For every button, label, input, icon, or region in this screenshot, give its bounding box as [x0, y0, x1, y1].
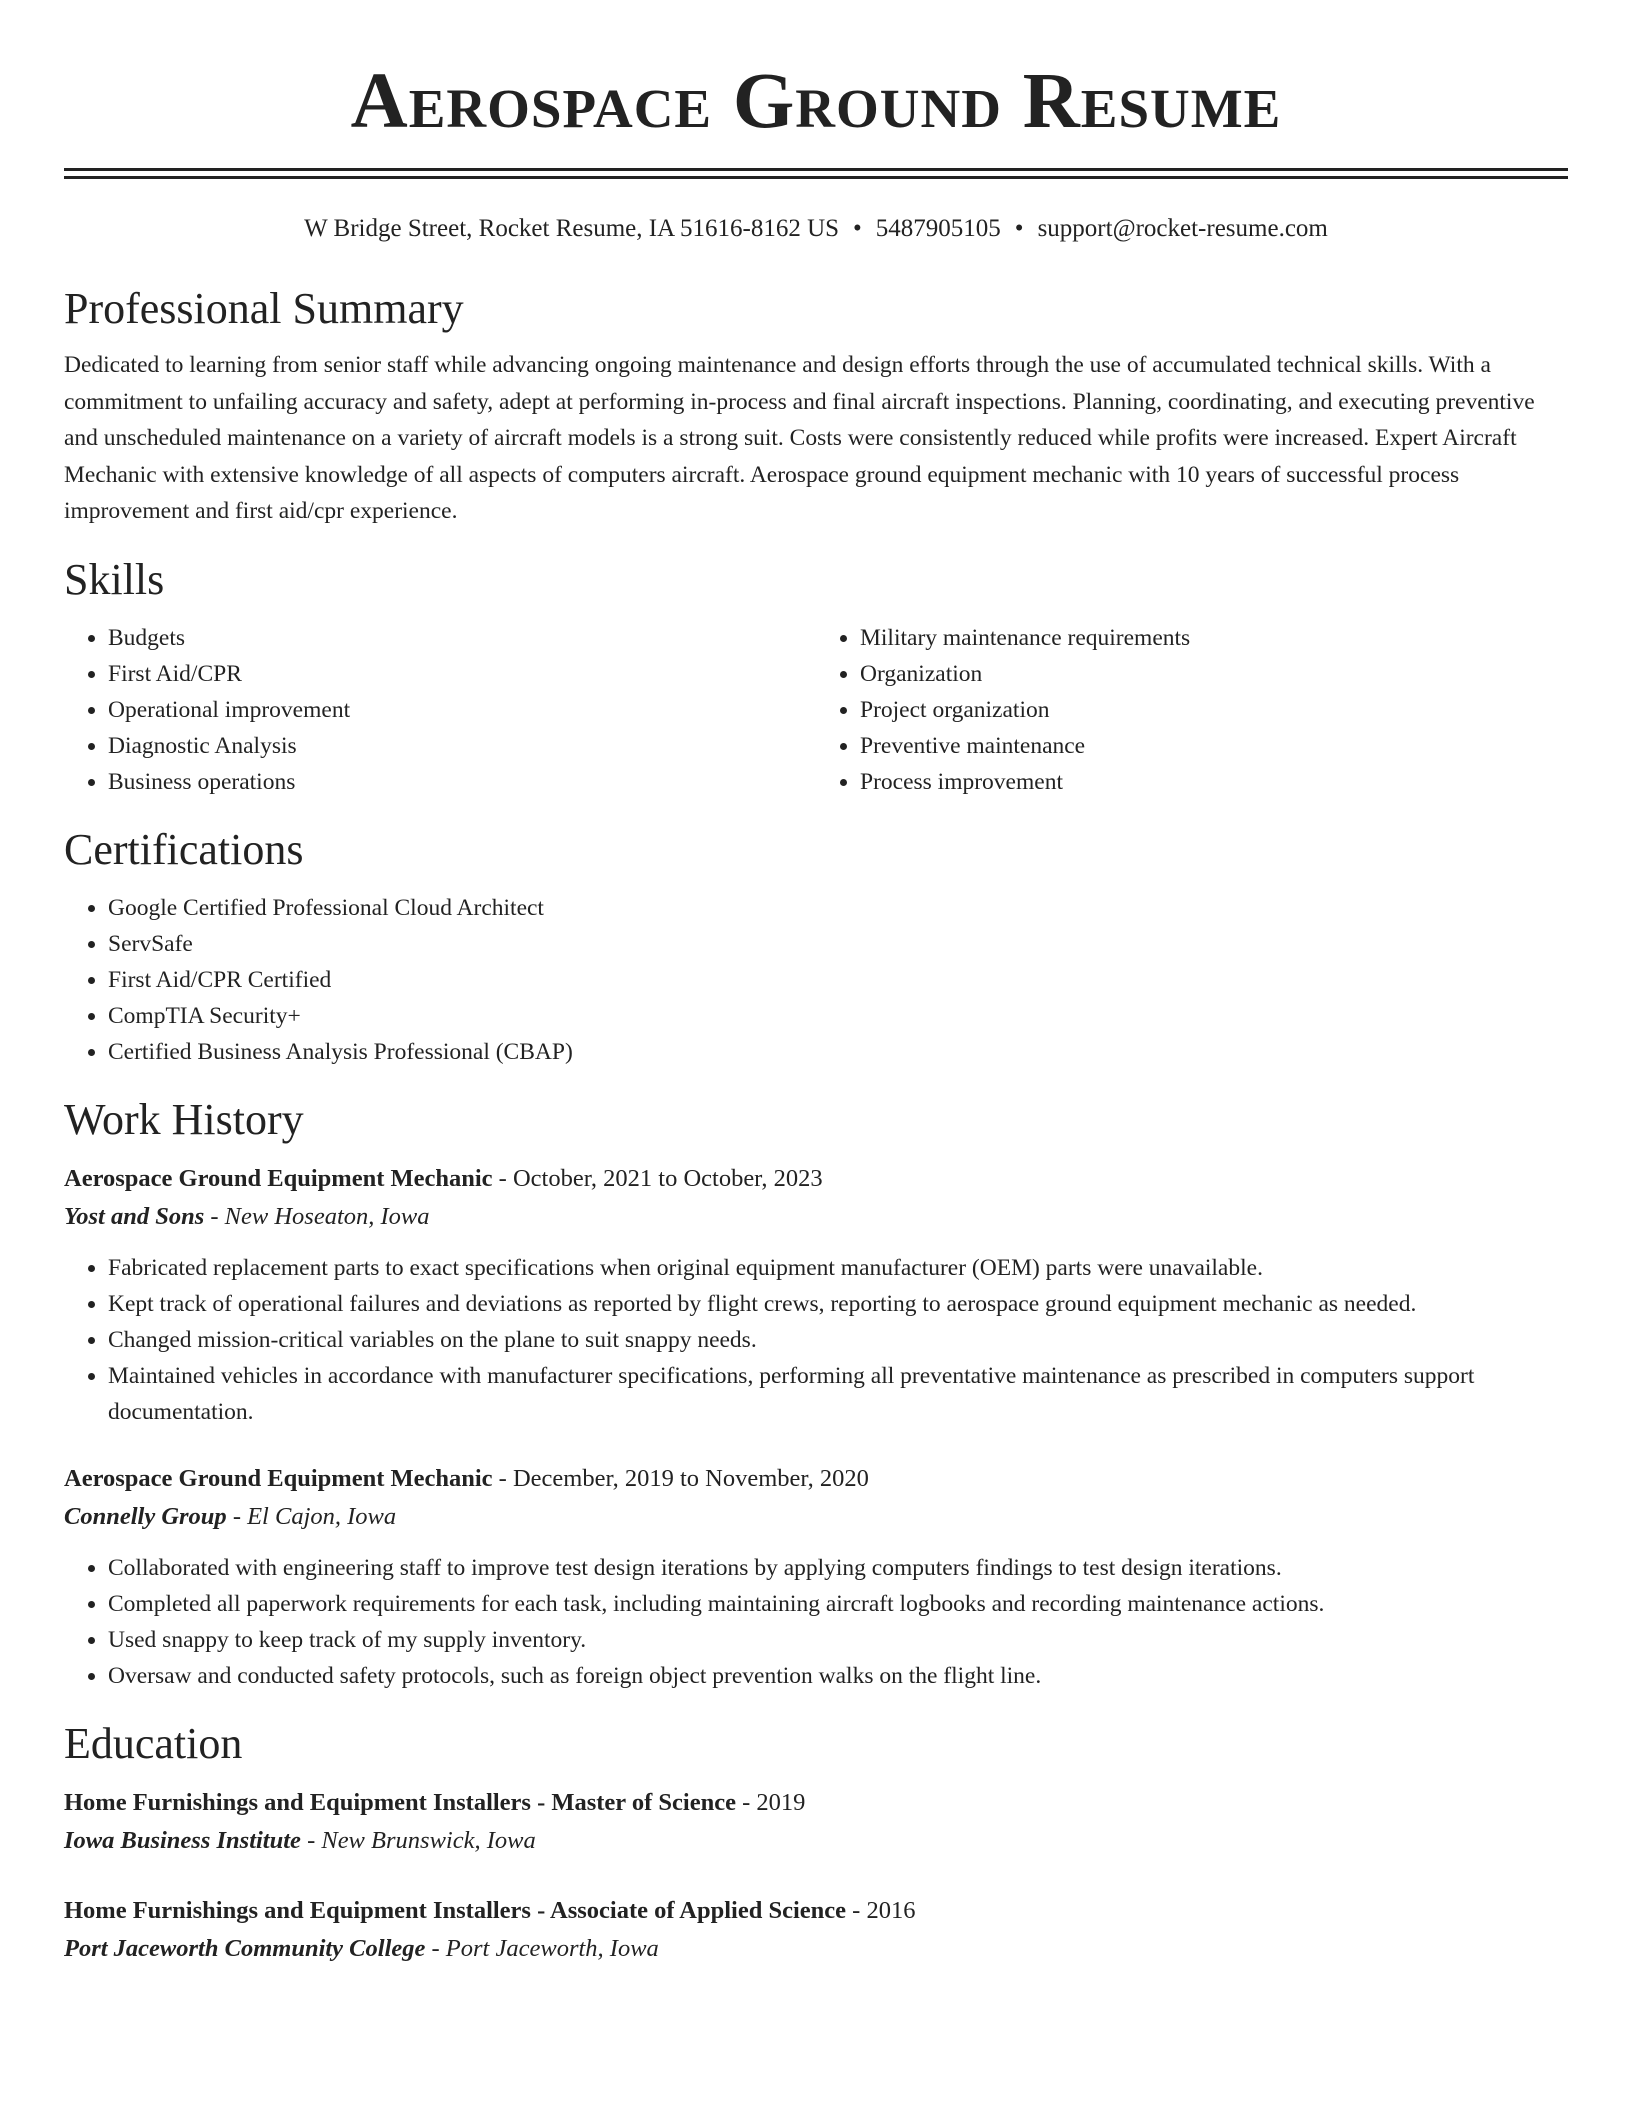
degree-name: Home Furnishings and Equipment Installers - Associate of Applied Science	[64, 1896, 847, 1924]
job-bullet: • Changed mission-critical variables on the plane to suit snappy needs.	[108, 1322, 1568, 1358]
job-bullet: • Oversaw and conducted safety protocols, such as foreign object prevention walks on the flight line.	[108, 1658, 1568, 1694]
contact-address: W Bridge Street, Rocket Resume, IA 51616-8162 US	[304, 215, 840, 242]
certification-item: • Google Certified Professional Cloud Architect	[108, 890, 1568, 926]
job-bullet: • Fabricated replacement parts to exact specifications when original equipment manufacturer (OEM) parts were unavailable.	[108, 1250, 1568, 1286]
job-bullets	[64, 1550, 1568, 1694]
school-name: Iowa Business Institute	[64, 1826, 301, 1854]
skill-item: • Organization	[860, 656, 1568, 692]
certification-item: • ServSafe	[108, 926, 1568, 962]
skill-item: • Budgets	[108, 620, 816, 656]
education-heading: Education	[64, 1718, 243, 1768]
education-entry	[64, 1892, 1568, 1968]
employer-location: - New Hoseaton, Iowa	[204, 1202, 430, 1230]
employer-name: Connelly Group	[64, 1502, 227, 1530]
school-line	[64, 1822, 1568, 1860]
job-bullets	[64, 1250, 1568, 1430]
employer-location: - El Cajon, Iowa	[226, 1502, 397, 1530]
degree-year: - 2016	[846, 1896, 916, 1924]
contact-email: support@rocket-resume.com	[1037, 215, 1328, 242]
skill-item: • Military maintenance requirements	[860, 620, 1568, 656]
employer-line	[64, 1498, 1568, 1536]
job-bullet: • Completed all paperwork requirements for each task, including maintaining aircraft logbooks and recording maintenance actions.	[108, 1586, 1568, 1622]
job-bullet: • Collaborated with engineering staff to improve test design iterations by applying computers findings to test design iterations.	[108, 1550, 1568, 1586]
summary-heading: Professional Summary	[64, 284, 464, 333]
skill-item: • Operational improvement	[108, 692, 816, 728]
skill-item: • First Aid/CPR	[108, 656, 816, 692]
job-title-line	[64, 1160, 1568, 1198]
job-entry	[64, 1460, 1568, 1694]
skill-item: • Business operations	[108, 764, 816, 800]
contact-line	[64, 213, 1568, 245]
contact-separator: •	[853, 215, 862, 242]
certifications-heading: Certifications	[64, 824, 304, 874]
education-entry	[64, 1784, 1568, 1860]
job-dates: - October, 2021 to October, 2023	[492, 1164, 823, 1192]
skill-item: • Process improvement	[860, 764, 1568, 800]
employer-name: Yost and Sons	[64, 1202, 205, 1230]
contact-separator: •	[1014, 215, 1024, 242]
job-entry	[64, 1160, 1568, 1430]
degree-line	[64, 1784, 1568, 1822]
contact-phone: 5487905105	[875, 215, 1001, 242]
degree-line	[64, 1892, 1568, 1930]
skills-columns	[64, 606, 1568, 800]
school-line	[64, 1930, 1568, 1968]
title-rule-top	[64, 168, 1568, 171]
certification-item: • Certified Business Analysis Professional (CBAP)	[108, 1034, 1568, 1070]
certification-item: • CompTIA Security+	[108, 998, 1568, 1034]
job-title: Aerospace Ground Equipment Mechanic	[64, 1164, 493, 1192]
certification-item: • First Aid/CPR Certified	[108, 962, 1568, 998]
school-location: - Port Jaceworth, Iowa	[425, 1934, 659, 1962]
skills-heading: Skills	[64, 554, 165, 604]
school-name: Port Jaceworth Community College	[64, 1934, 426, 1962]
employer-line	[64, 1198, 1568, 1236]
skill-item: • Project organization	[860, 692, 1568, 728]
skill-item: • Preventive maintenance	[860, 728, 1568, 764]
job-dates: - December, 2019 to November, 2020	[492, 1464, 869, 1492]
school-location: - New Brunswick, Iowa	[300, 1826, 536, 1854]
work-history-heading: Work History	[64, 1094, 304, 1144]
job-bullet: • Used snappy to keep track of my supply inventory.	[108, 1622, 1568, 1658]
certifications-list	[64, 890, 1568, 1070]
skill-item: • Diagnostic Analysis	[108, 728, 816, 764]
job-bullet: • Kept track of operational failures and deviations as reported by flight crews, reporting to aerospace ground equipment mechanic as needed.	[108, 1286, 1568, 1322]
summary-text: Dedicated to learning from senior staff while advancing ongoing maintenance and design efforts through the use of accumulated technical skills. With a commitment to unfailing accuracy and safety, adept at performing in-process and final aircraft inspections. Planning, coordinating, and executing preventive and unscheduled maintenance on a variety of aircraft models is a strong suit. Costs were consistently reduced while profits were increased. Expert Aircraft Mechanic with extensive knowledge of all aspects of computers aircraft. Aerospace ground equipment mechanic with 10 years of successful process improvement and first aid/cpr experience.	[64, 352, 1535, 524]
degree-name: Home Furnishings and Equipment Installers - Master of Science	[64, 1788, 736, 1816]
job-title: Aerospace Ground Equipment Mechanic	[64, 1464, 493, 1492]
skills-list-right	[816, 620, 1568, 800]
job-title-line	[64, 1460, 1568, 1498]
title-rule-bottom	[64, 176, 1568, 179]
degree-year: - 2019	[735, 1788, 806, 1816]
resume-title: Aerospace Ground Resume	[350, 58, 1282, 145]
skills-list-left	[64, 620, 816, 800]
job-bullet: • Maintained vehicles in accordance with manufacturer specifications, performing all preventative maintenance as prescribed in computers support documentation.	[108, 1358, 1568, 1430]
